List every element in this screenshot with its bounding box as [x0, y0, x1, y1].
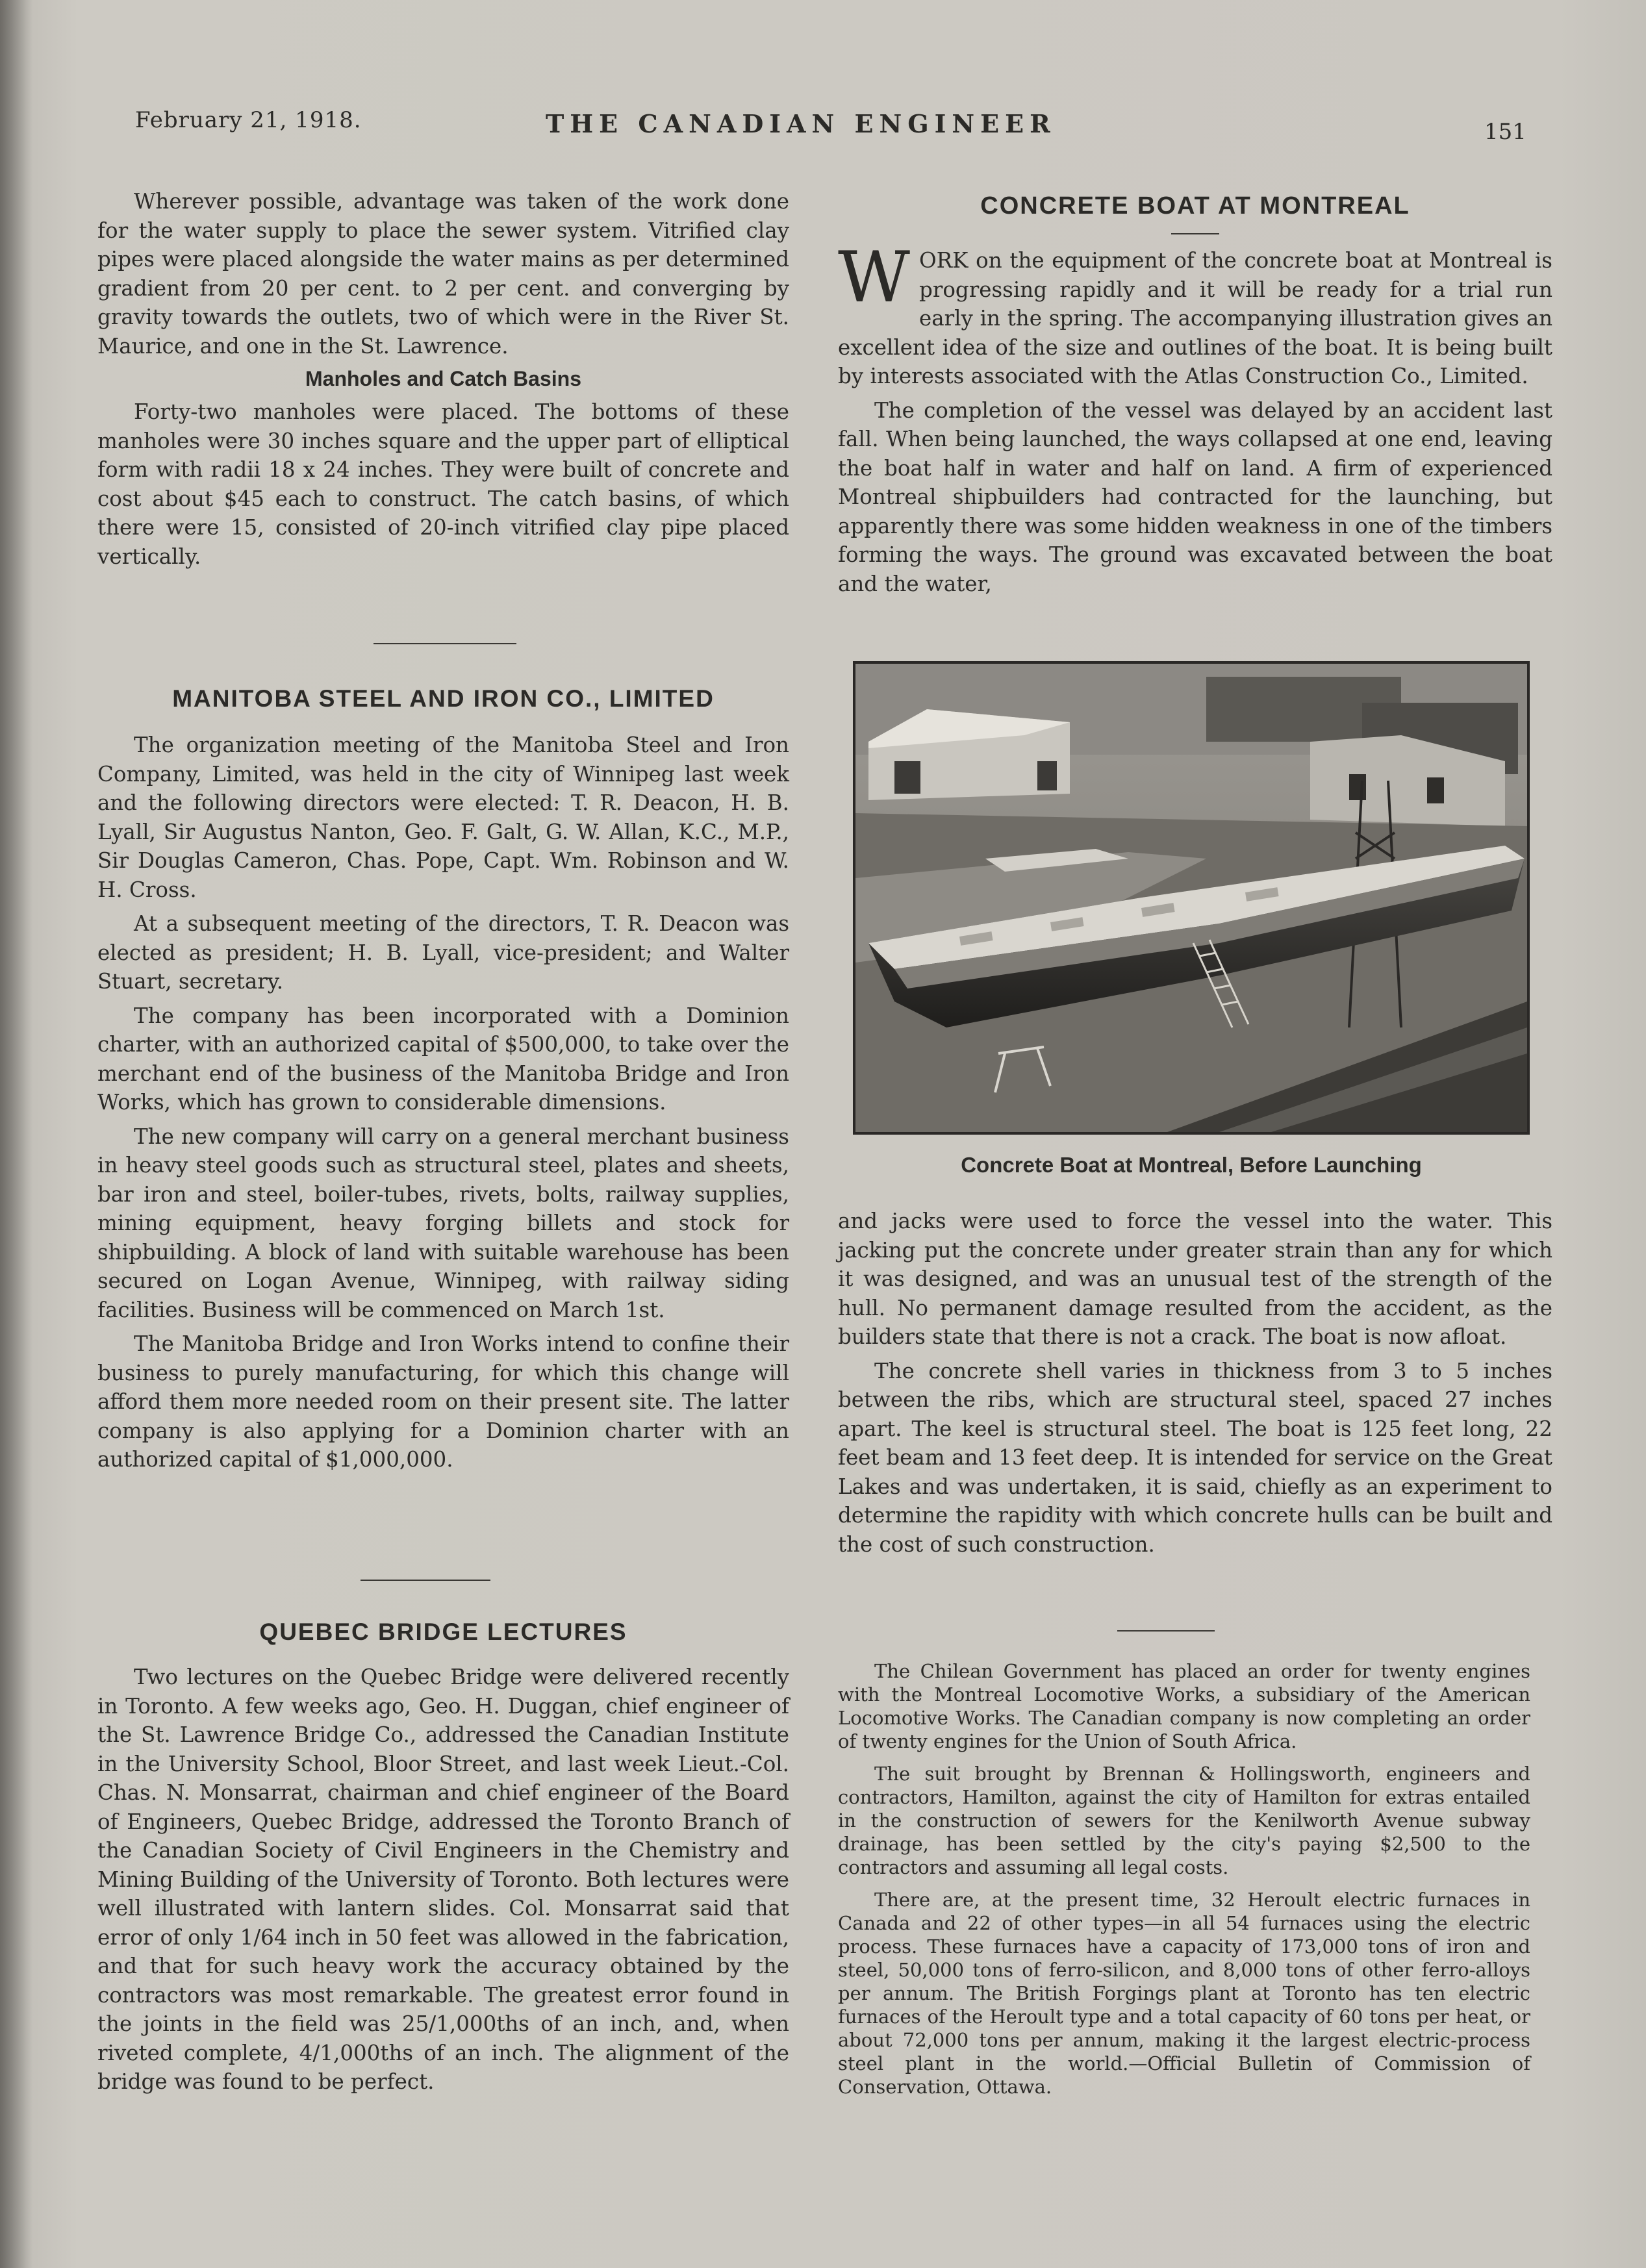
concrete-boat-paragraph-3: and jacks were used to force the vessel into the water. This jacking put the concrete under greater strain than any for which it was designed, and was an unusual test of the strength of the hull. No permanent damage resulted from the accident, as the builders state that there is not a crack. The boat is now afloat.	[838, 1209, 1552, 1349]
quebec-bridge-article-title: QUEBEC BRIDGE LECTURES	[259, 1619, 627, 1645]
manholes-subheading: Manholes and Catch Basins	[305, 367, 581, 390]
manitoba-paragraph-4: The new company will carry on a general merchant business in heavy steel goods such as structural steel, plates and sheets, bar iron and steel, boiler-tubes, rivets, bolts, railway supplies, mining equipment, heavy forging billets and stock for shipbuilding. A block of land with suitable warehouse has been secured on Logan Avenue, Winnipeg, with railway siding facilities. Business will be commenced on March 1st.	[97, 1124, 789, 1322]
note-electric-furnaces: There are, at the present time, 32 Heroult electric furnaces in Canada and 22 of other types—in all 54 furnaces using the electric process. These furnaces have a capacity of 173,000 tons of iron and steel, 50,000 tons of ferro-silicon, and 8,000 tons of other ferro-alloys per annum. The British Forgings plant at Toronto has ten electric furnaces of the Heroult type and a total capacity of 60 tons per heat, or about 72,000 tons per annum, making it the largest electric-process steel plant in the world.—Official Bulletin of Commission of Conservation, Ottawa.	[838, 1889, 1530, 2098]
quebec-bridge-paragraph: Two lectures on the Quebec Bridge were delivered recently in Toronto. A few weeks ago, Geo. H. Duggan, chief engineer of the St. Lawrence Bridge Co., addressed the Canadian Institute in the University School, Bloor Street, and last week Lieut.-Col. Chas. N. Monsarrat, chairman and chief engineer of the Board of Engineers, Quebec Bridge, addressed the Toronto Branch of the Canadian Society of Civil Engineers in the Chemistry and Mining Building of the University of Toronto. Both lectures were well illustrated with lantern slides. Col. Monsarrat said that error of only 1/64 inch in 50 feet was allowed in the fabrication, and that for such heavy work the accuracy obtained by the contractors was most remarkable. The greatest error found in the joints in the field was 25/1,000ths of an inch, and, when riveted complete, 4/1,000ths of an inch. The alignment of the bridge was found to be perfect.	[97, 1665, 789, 2094]
manitoba-paragraph-1: The organization meeting of the Manitoba Steel and Iron Company, Limited, was held in the city of Winnipeg last week and the following directors were elected: T. R. Deacon, H. B. Lyall, Sir Augustus Nanton, Geo. F. Galt, G. W. Allan, K.C., M.P., Sir Douglas Cameron, Chas. Pope, Capt. Wm. Robinson and W. H. Cross.	[97, 733, 789, 902]
page-number: 151	[1484, 119, 1526, 145]
manitoba-paragraph-2: At a subsequent meeting of the directors, T. R. Deacon was elected as president; H. B. Lyall, vice-president; and Walter Stuart, secretary.	[97, 911, 789, 994]
concrete-boat-article-continued	[838, 1207, 1552, 1559]
manitoba-paragraph-3: The company has been incorporated with a Dominion charter, with an authorized capital of $500,000, to take over the merchant end of the business of the Manitoba Bridge and Iron Works, which has grown to considerable dimensions.	[97, 1003, 789, 1115]
concrete-boat-article	[838, 192, 1552, 598]
binding-gutter-shadow	[0, 0, 32, 2268]
section-divider	[374, 643, 516, 644]
concrete-boat-paragraph-2: The completion of the vessel was delayed by an accident last fall. When being launched, the ways collapsed at one end, leaving the boat half in water and half on land. A firm of experienced Montreal shipbuilders had contracted for the launching, but apparently there was some hidden weakness in one of the timbers forming the ways. The ground was excavated between the boat and the water,	[838, 397, 1552, 596]
section-divider	[1117, 1630, 1215, 1632]
issue-date: February 21, 1918.	[135, 107, 362, 133]
manitoba-paragraph-5: The Manitoba Bridge and Iron Works intend to confine their business to purely manufacturing, for which this change will afford them more needed room on their present site. The latter company is also applying for a Dominion charter with an authorized capital of $1,000,000.	[97, 1331, 789, 1472]
note-chilean-engines: The Chilean Government has placed an order for twenty engines with the Montreal Locomotive Works, a subsidiary of the American Locomotive Works. The Canadian company is now completing an order of twenty engines for the Union of South Africa.	[838, 1660, 1530, 1752]
manitoba-article	[97, 685, 789, 1474]
left-column	[97, 187, 789, 571]
concrete-boat-paragraph-1-text: ORK on the equipment of the concrete boat at Montreal is progressing rapidly and it will be ready for a trial run early in the spring. The accompanying illustration gives an excellent idea of the size and outlines of the boat. It is being built by interests associated with the Atlas Construction Co., Limited.	[838, 248, 1552, 388]
concrete-boat-paragraph-4: The concrete shell varies in thickness from 3 to 5 inches between the ribs, which are structural steel, spaced 27 inches apart. The keel is structural steel. The boat is 125 feet long, 22 feet beam and 13 feet deep. It is intended for service on the Great Lakes and was undertaken, it is said, chiefly as an experiment to determine the rapidity with which concrete hulls can be built and the cost of such construction.	[838, 1358, 1552, 1557]
concrete-boat-paragraph-1	[838, 237, 1552, 391]
quebec-bridge-article	[97, 1619, 789, 2097]
drop-cap: W	[838, 237, 911, 318]
sewer-paragraph-1: Wherever possible, advantage was taken of the work done for the water supply to place the sewer system. Vitrified clay pipes were placed alongside the water mains as per determined gradient from 20 per cent. to 2 per cent. and converging by gravity towards the outlets, two of which were in the River St. Maurice, and one in the St. Lawrence.	[97, 189, 789, 359]
manitoba-article-title: MANITOBA STEEL AND IRON CO., LIMITED	[172, 685, 715, 712]
section-divider	[361, 1580, 490, 1581]
concrete-boat-article-title: CONCRETE BOAT AT MONTREAL	[980, 192, 1410, 220]
note-hamilton-suit: The suit brought by Brennan & Hollingsworth, engineers and contractors, Hamilton, against the city of Hamilton for extras entailed in the construction of sewers for the Kenilworth Avenue subway drainage, has been settled by the city's paying $2,500 to the contractors and assuming all legal costs.	[838, 1763, 1530, 1878]
boat-photo-illustration	[855, 664, 1527, 1132]
photo-caption: Concrete Boat at Montreal, Before Launching	[961, 1153, 1422, 1177]
sewer-paragraph-2: Forty-two manholes were placed. The bottoms of these manholes were 30 inches square and the upper part of elliptical form with radii 18 x 24 inches. They were built of concrete and cost about $45 each to construct. The catch basins, of which there were 15, consisted of 20-inch vitrified clay pipe placed vertically.	[97, 399, 789, 569]
concrete-boat-photo	[853, 661, 1530, 1135]
journal-title: THE CANADIAN ENGINEER	[546, 109, 1056, 138]
title-underline	[1171, 233, 1219, 234]
news-notes	[838, 1659, 1530, 2098]
